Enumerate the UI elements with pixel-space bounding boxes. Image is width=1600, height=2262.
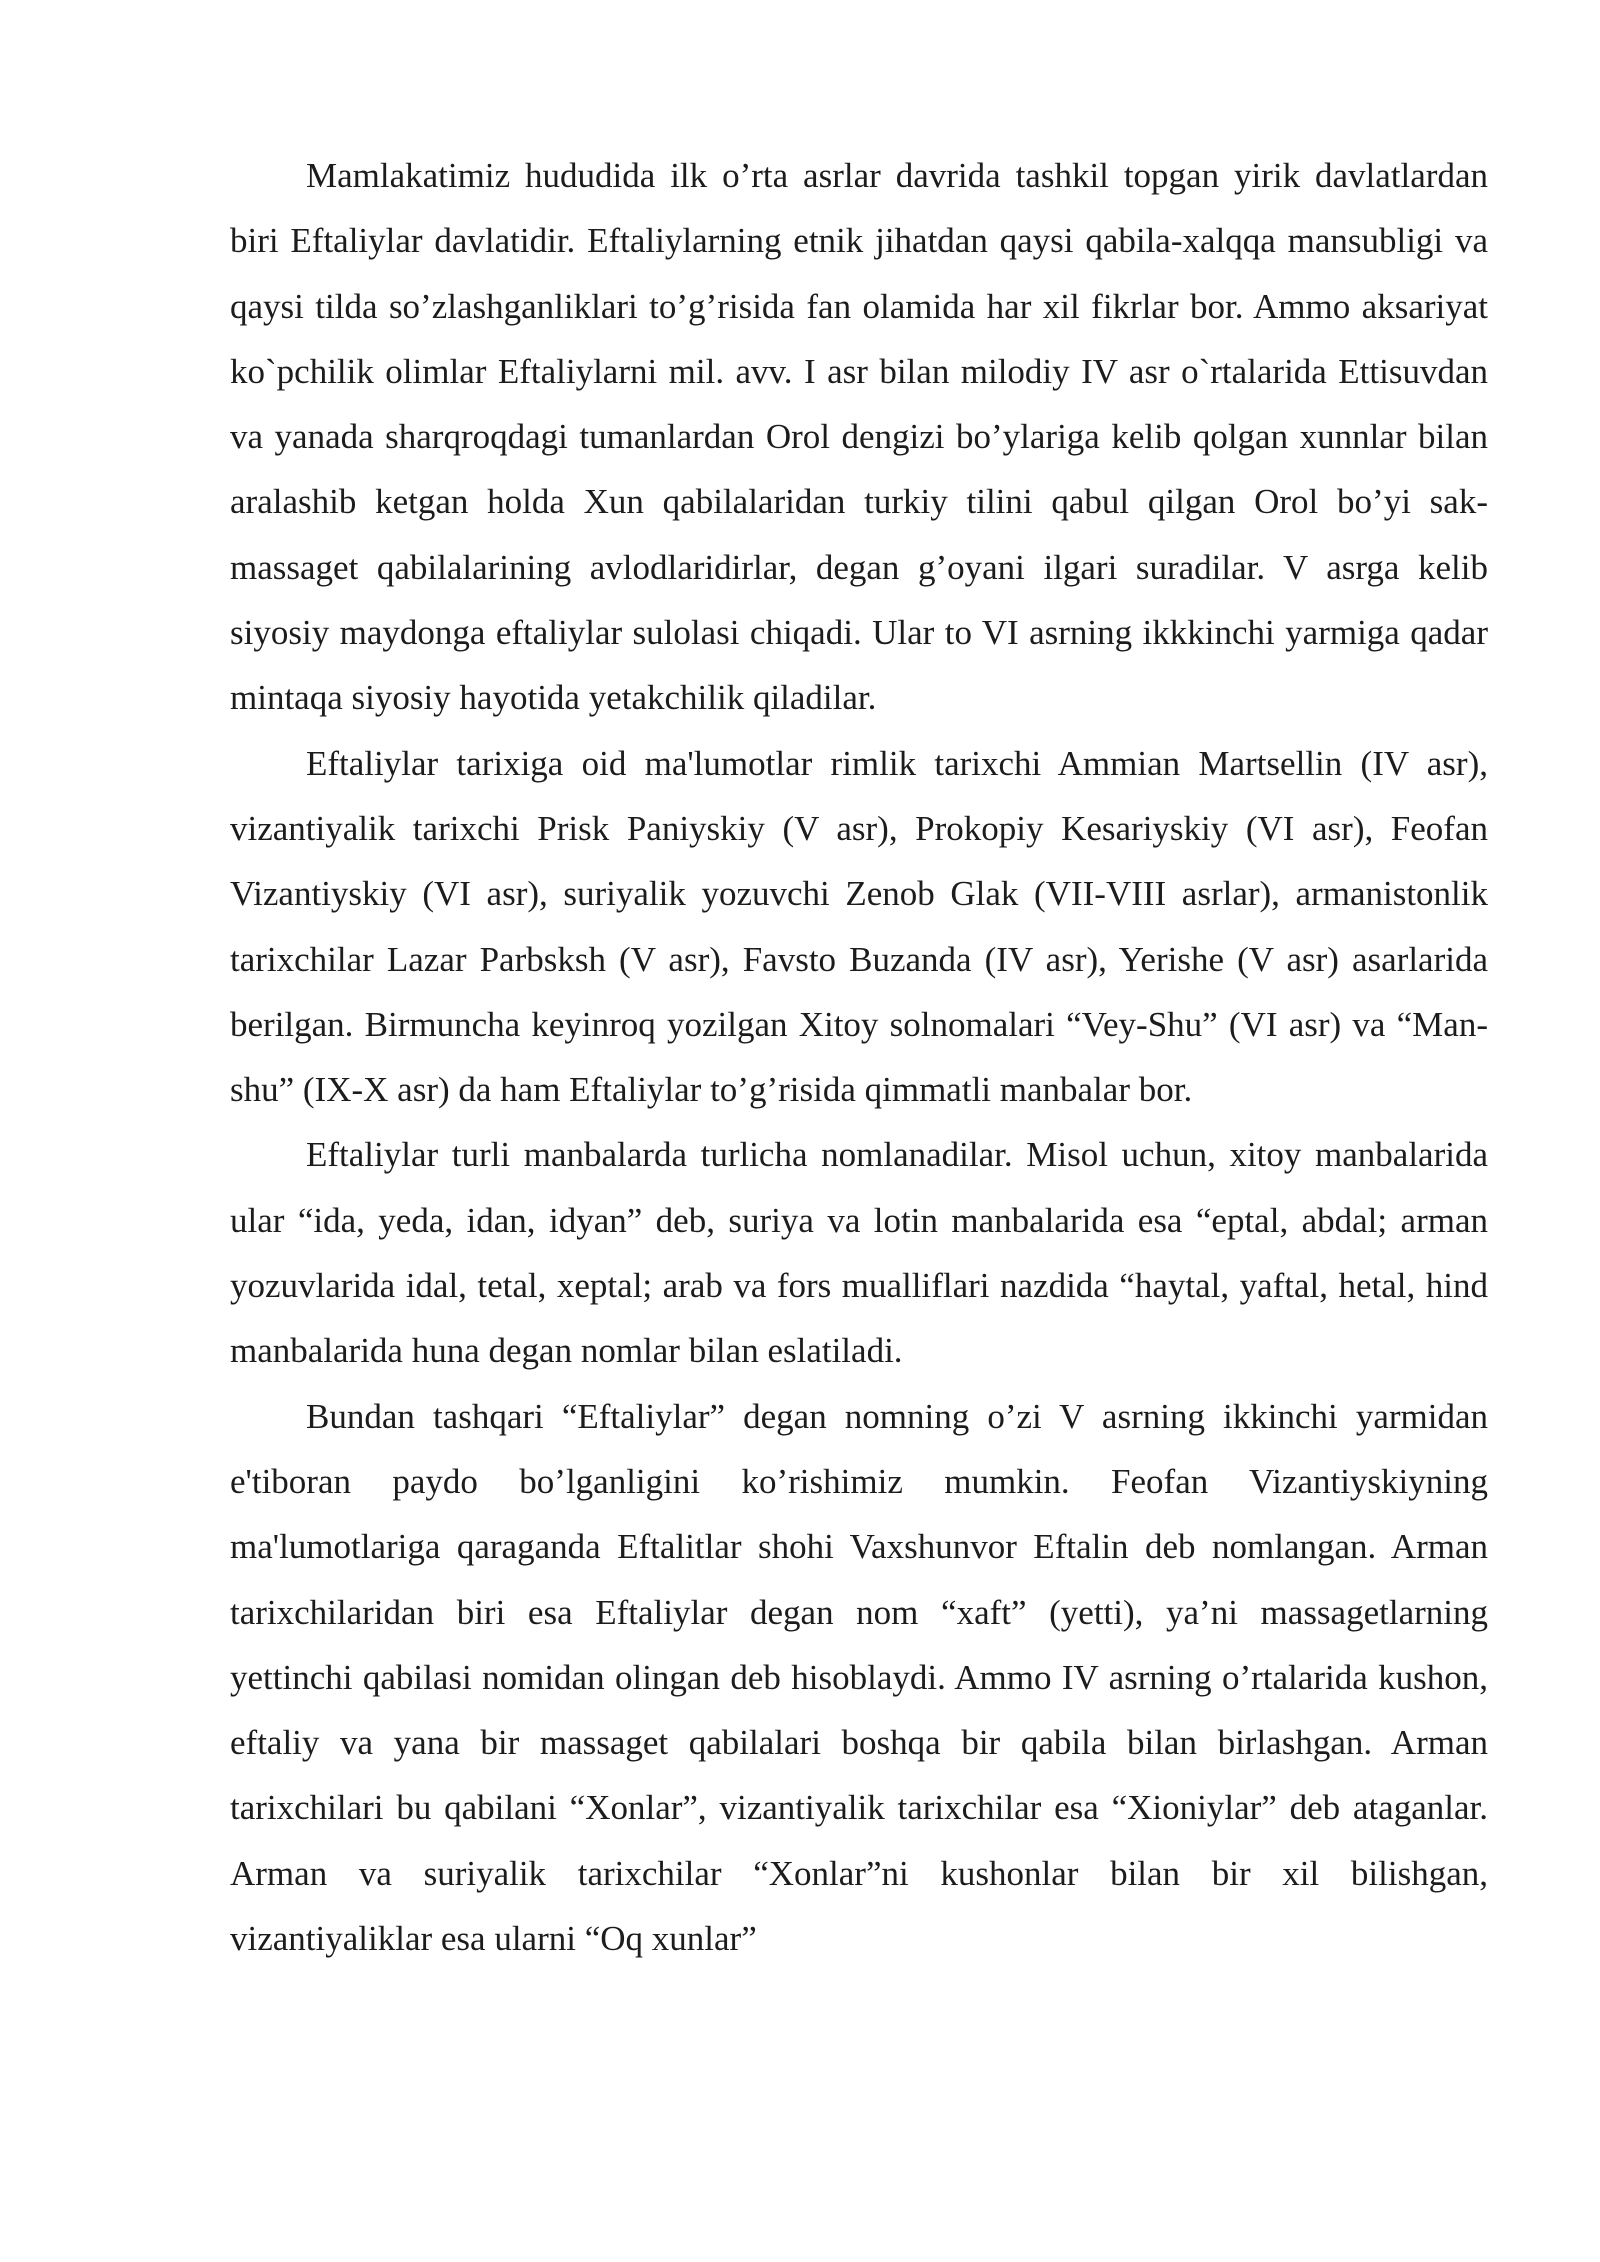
document-page [230,143,1488,1971]
paragraph-2: Eftaliylar tarixiga oid ma'lumotlar rimlik tarixchi Ammian Martsellin (IV asr), vizantiyalik tarixchi Prisk Paniyskiy (V asr), Prokopiy Kesariyskiy (VI asr), Feofan Vizantiyskiy (VI asr), suriyalik yozuvchi Zenob Glak (VII-VIII asrlar), armanistonlik tarixchilar Lazar Parbsksh (V asr), Favsto Buzanda (IV asr), Yerishe (V asr) asarlarida berilgan. Birmuncha keyinroq yozilgan Xitoy solnomalari “Vey-Shu” (VI asr) va “Man-shu” (IX-X asr) da ham Eftaliylar to’g’risida qimmatli manbalar bor. [230,743,1488,1110]
paragraph-1: Mamlakatimiz hududida ilk o’rta asrlar davrida tashkil topgan yirik davlatlardan biri Eftaliylar davlatidir. Eftaliylarning etnik jihatdan qaysi qabila-xalqqa mansubligi va qaysi tilda so’zlashganliklari to’g’risida fan olamida har xil fikrlar bor. Ammo aksariyat ko`pchilik olimlar Eftaliylarni mil. avv. I asr bilan milodiy IV asr o`rtalarida Ettisuvdan va yanada sharqroqdagi tumanlardan Orol dengizi bo’ylariga kelib qolgan xunnlar bilan aralashib ketgan holda Xun qabilalaridan turkiy tilini qabul qilgan Orol bo’yi sak-massaget qabilalarining avlodlaridirlar, degan g’oyani ilgari suradilar. V asrga kelib siyosiy maydonga eftaliylar sulolasi chiqadi. Ular to VI asrning ikkkinchi yarmiga qadar mintaqa siyosiy hayotida yetakchilik qiladilar. [230,156,1488,718]
paragraph-4: Bundan tashqari “Eftaliylar” degan nomning o’zi V asrning ikkinchi yarmidan e'tiboran paydo bo’lganligini ko’rishimiz mumkin. Feofan Vizantiyskiyning ma'lumotlariga qaraganda Eftalitlar shohi Vaxshunvor Eftalin deb nomlangan. Arman tarixchilaridan biri esa Eftaliylar degan nom “xaft” (yetti), ya’ni massagetlarning yettinchi qabilasi nomidan olingan deb hisoblaydi. Ammo IV asrning o’rtalarida kushon, eftaliy va yana bir massaget qabilalari boshqa bir qabila bilan birlashgan. Arman tarixchilari bu qabilani “Xonlar”, vizantiyalik tarixchilar esa “Xioniylar” deb ataganlar. Arman va suriyalik tarixchilar “Xonlar”ni kushonlar bilan bir xil bilishgan, vizantiyaliklar esa ularni “Oq xunlar” [230,1396,1488,1959]
paragraph-3: Eftaliylar turli manbalarda turlicha nomlanadilar. Misol uchun, xitoy manbalarida ular “ida, yeda, idan, idyan” deb, suriya va lotin manbalarida esa “eptal, abdal; arman yozuvlarida idal, tetal, xeptal; arab va fors mualliflari nazdida “haytal, yaftal, hetal, hind manbalarida huna degan nomlar bilan eslatiladi. [230,1135,1488,1371]
